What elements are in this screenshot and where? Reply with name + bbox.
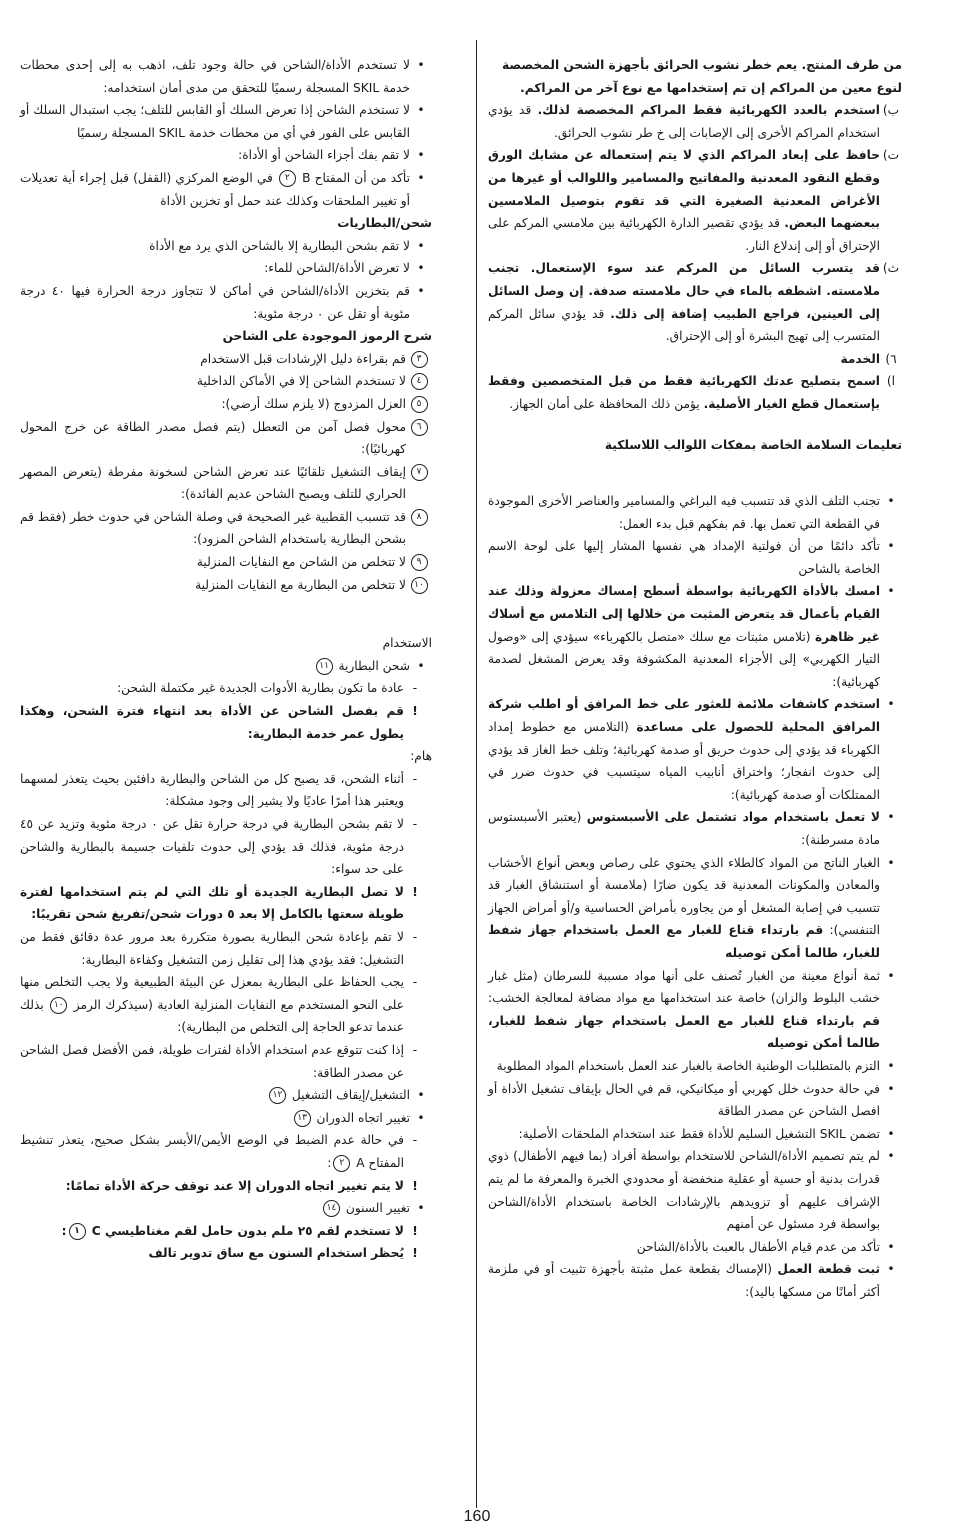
symbol-text: محول فصل آمن من التعطل (يتم فصل مصدر الطاقة عن خرج المحول كهربائيًا): (20, 419, 406, 457)
list-item-text: (التلامس مع خطوط إمداد الكهرباء قد يؤدي إلى حدوث حريق أو صدمة كهربائية؛ وتلف خط الغاز قد يؤدي إلى حدوث انفجار؛ واختراق أنابيب المياه سيتسبب في حدوث ضرر في الممتلكات أو صدمة كهربائية): (488, 720, 880, 802)
list-item: • لا تقم بشحن البطارية إلا بالشاحن الذي يرد مع الأداة (20, 235, 432, 258)
dash-item-text: بذلك عندما تدعو الحاجة إلى التخلص من البطارية): (20, 997, 404, 1035)
symbol-item (20, 393, 432, 416)
dash-item: - لا تقم بإعادة شحن البطارية بصورة متكررة بعد مرور عدة دقائق فقط من التشغيل: فقد يؤدي هذا إلى تقليل زمن التشغيل وكفاءة البطارية: (20, 926, 426, 971)
usage-heading: الاستخدام (382, 636, 432, 651)
symbol-number: ١٠ (411, 577, 428, 594)
list-item-text: (يعتبر الأسبستوس مادة مسرطنة): (488, 810, 880, 847)
dash-item: - في حالة عدم الضبط في الوضع الأيمن/الأيسر بشكل صحيح، يتعذر تنشيط المفتاح A ٢: (20, 1133, 418, 1170)
list-item: • تضمن SKIL التشغيل السليم للأداة فقط عند استخدام الملحقات الأصلية: (488, 1123, 902, 1146)
list-item-bold: ثبت قطعة العمل (777, 1262, 880, 1277)
dash-item-text: أثناء الشحن، قد يصبح كل من الشاحن والبطارية دافئين بحيث يتعذر لمسهما ويعتبر هذا أمرًا عاديًا ولا يشير إلى وجود مشكلة: (20, 771, 404, 809)
list-item-text: لا تستخدم الشاحن إذا تعرض السلك أو القابس للتلف؛ يجب استبدال السلك أو القابس على الفور في أي من محطات خدمة SKIL المسجلة رسميًا (20, 103, 410, 140)
item-bold: الخدمة (840, 351, 880, 366)
intro-paragraph: من طرف المنتج. يعم خطر نشوب الحرائق بأجهزة الشحن المخصصة لنوع معين من المراكم إن تم إستخدامها مع نوع آخر من المراكم. (502, 58, 902, 95)
symbol-text: العزل المزدوج (لا يلزم سلك أرضي): (221, 396, 406, 411)
list-item: • الغبار الناتج من المواد كالطلاء الذي يحتوي على رصاص وبعض أنواع الأخشاب والمعادن والمكونات المعدنية قد يكون ضارًا (ملامسة أو استنشاق الغبار قد تتسبب في إصابة المشغل أو من يجاوره بأمراض الحساسية و/أو أمراض الجهاز التنفسي): قم بارتداء قناع للغبار مع العمل باستخدام جهاز شفط للغبار، طالما أمكن توصيله (488, 855, 895, 960)
dash-item: - عادة ما تكون بطارية الأدوات الجديدة غير مكتملة الشحن: (20, 677, 426, 700)
list-item: • تأكد من عدم قيام الأطفال بالعبث بالأداة/الشاحن (488, 1236, 902, 1259)
item-bold: استخدم بالعدد الكهربائية فقط المراكم المخصصة لذلك. (537, 103, 880, 118)
symbol-item (20, 574, 432, 597)
warning-item-text: : (61, 1223, 67, 1238)
list-item-text: تغيير السنون (345, 1201, 410, 1216)
item-text: قد يؤدي تقصير الدارة الكهربائية بين ملامسي المركم على الإحتراق أو إلى إندلاع النار. (488, 216, 880, 253)
safety-item-th (488, 257, 902, 347)
dash-item: - يجب الحفاظ على البطارية بمعزل عن البيئة الطبيعية ولا يجب التخلص منها على النحو المستخدم مع النفايات المنزلية العادية (سيذكرك الرمز ١٠ بذلك عندما تدعو الحاجة إلى التخلص من البطارية): (20, 975, 418, 1035)
column-divider (476, 40, 477, 1508)
list-item: • لا تستخدم الشاحن إذا تعرض السلك أو القابس للتلف؛ يجب استبدال السلك أو القابس على الفور في أي من محطات خدمة SKIL المسجلة رسميًا (20, 99, 432, 144)
list-item-text: التشغيل/إيقاف التشغيل (291, 1088, 410, 1103)
list-item-bold: استخدم كاشفات ملائمة للعثور على خط المرافق أو اطلب شركة المرافق المحلية للحصول على مساعدة (488, 697, 880, 735)
dash-item: - أثناء الشحن، قد يصبح كل من الشاحن والبطارية دافئين بحيث يتعذر لمسهما ويعتبر هذا أمرًا عاديًا ولا يشير إلى وجود مشكلة: (20, 768, 426, 813)
list-item: • امسك بالأداة الكهربائية بواسطة أسطح إمساك معزولة وذلك عند القيام بأعمال قد يتعرض المثبت من خلالها إلى التلامس مع أسلاك غير ظاهرة (تلامس مثبتات مع سلك «متصل بالكهرباء» سيؤدي إلى «وصول التيار الكهربي» إلى الأجزاء المعدنية المكشوفة وقد يعرض المشغل لصدمة كهربائية): (488, 584, 895, 689)
important-label: هام: (410, 749, 432, 764)
list-item-text: تأكد من أن المفتاح B (297, 170, 411, 185)
list-item: • تغيير اتجاه الدوران ١٣ (20, 1107, 432, 1130)
service-item-a (488, 370, 902, 415)
list-item: • ثمة أنواع معينة من الغبار تُصنف على أنها مواد مسببة للسرطان (مثل غبار خشب البلوط والزان) خاصة عند استخدامها مع مواد مضافة لمعالجة الخشب: قم بارتداء قناع للغبار مع العمل باستخدام جهاز شفط للغبار، طالما أمكن توصيله (488, 968, 895, 1051)
item-marker: ا) (886, 374, 896, 389)
list-item-text: (الإمساك بقطعة عمل مثبتة بأجهزة تثبيت أو في ملزمة أكثر أمانًا من مسكها باليد): (488, 1262, 880, 1299)
symbol-item (20, 348, 432, 371)
symbol-number: ٧ (411, 464, 428, 481)
safety-item-t (488, 144, 902, 257)
list-item-text: قم بتخزين الأداة/الشاحن في أماكن لا تتجاوز درجة الحرارة فيها ٤٠ درجة مئوية أو تقل عن ٠ درجة مئوية: (20, 283, 410, 321)
item-bold: قد يتسرب السائل من المركم عند سوء الإستعمال. تجنب ملامسته. اشطفه بالماء في حال ملامسته صدفة. إن وصل السائل إلى العينين، فراجع الطبيب إضافة إلى ذلك. (488, 261, 880, 321)
list-item: • استخدم كاشفات ملائمة للعثور على خط المرافق أو اطلب شركة المرافق المحلية للحصول على مساعدة (التلامس مع خطوط إمداد الكهرباء قد يؤدي إلى حدوث حريق أو صدمة كهربائية؛ وتلف خط الغاز قد يؤدي إلى حدوث انفجار؛ واختراق أنابيب المياه سيتسبب في حدوث ضرر في الممتلكات أو صدمة كهربائية): (488, 697, 895, 802)
warning-item: ! يُحظر استخدام السنون مع ساق تدوير تالف (20, 1242, 426, 1265)
figure-ref-number: ١٤ (323, 1200, 340, 1217)
warning-item: ! قم بفصل الشاحن عن الأداة بعد انتهاء فترة الشحن، وهكذا يطول عمر خدمة البطارية: (20, 700, 426, 745)
dash-item-text: عادة ما تكون بطارية الأدوات الجديدة غير مكتملة الشحن: (117, 681, 404, 696)
list-item-text: شحن البطارية (338, 658, 410, 673)
list-item: • شحن البطارية ١١ (20, 655, 432, 678)
figure-ref-number: ١٢ (269, 1087, 286, 1104)
figure-ref-number: ١١ (316, 658, 333, 675)
dash-item-text: إذا كنت تتوقع عدم استخدام الأداة لفترات طويلة، فمن الأفضل فصل الشاحن عن مصدر الطاقة: (20, 1042, 404, 1080)
symbol-number: ٣ (411, 351, 428, 368)
dash-item-text: يجب الحفاظ على البطارية بمعزل عن البيئة الطبيعية ولا يجب التخلص منها على النحو المستخدم مع النفايات المنزلية العادية (سيذكرك الرمز (20, 975, 404, 1012)
symbol-text: قد تتسبب القطبية غير الصحيحة في وصلة الشاحن في حدوث خطر (فقط قم بشحن البطارية باستخدام الشاحن المزود): (20, 509, 406, 547)
dash-item-text: لا تقم بإعادة شحن البطارية بصورة متكررة بعد مرور عدة دقائق فقط من التشغيل: فقد يؤدي هذا إلى تقليل زمن التشغيل وكفاءة البطارية: (20, 929, 404, 967)
item-marker: ت) (882, 148, 900, 163)
symbol-text: إيقاف التشغيل تلقائيًا عند تعرض الشاحن لسخونة مفرطة (يتعرض المصهر الحراري للتلف ويصبح الشاحن عديم الفائدة): (20, 464, 406, 502)
warning-item: ! لا يتم تغيير اتجاه الدوران إلا عند توقف حركة الأداة تمامًا: (20, 1175, 426, 1198)
list-item-text: لا تقم بفك أجزاء الشاحن أو الأداة: (238, 148, 410, 163)
list-item-bold: قم بارتداء قناع للغبار مع العمل باستخدام جهاز شفط للغبار، طالما أمكن توصيله (488, 1013, 880, 1051)
warning-item-text: لا تستخدم لقم ٢٥ ملم بدون حامل لقم مغناطيسي C (87, 1223, 404, 1238)
symbol-text: قم بقراءة دليل الإرشادات قبل الاستخدام (200, 351, 406, 366)
list-item-text: تجنب التلف الذي قد تتسبب فيه البراغي والمسامير والعناصر الأخرى الموجودة في القطعة التي تعمل بها. قم بفكهم قبل بدء العمل: (488, 494, 880, 531)
warning-item-text: لا يتم تغيير اتجاه الدوران إلا عند توقف حركة الأداة تمامًا: (65, 1178, 404, 1193)
list-item: • لا تستخدم الأداة/الشاحن في حالة وجود تلف، اذهب به إلى إحدى محطات خدمة SKIL المسجلة رسميًا للتحقق من مدى أمان استخدامه: (20, 54, 432, 99)
list-item-bold: لا تعمل باستخدام مواد تشتمل على الأسبستوس (586, 810, 880, 825)
figure-ref-number: ٢ (279, 170, 296, 187)
warning-item: ! لا تستخدم لقم ٢٥ ملم بدون حامل لقم مغناطيسي C ١: (61, 1223, 418, 1238)
item-marker: ٦) (885, 351, 897, 366)
list-item-text: لا تعرض الأداة/الشاحن للماء: (264, 261, 410, 276)
warning-item-text: لا تصل البطارية الجديدة أو تلك التي لم يتم استخدامها لفترة طويلة سعتها بالكامل إلا بعد ٥ دورات شحن/تفريغ شحن تقريبًا: (20, 884, 404, 922)
list-item-text: تضمن SKIL التشغيل السليم للأداة فقط عند استخدام الملحقات الأصلية: (518, 1126, 880, 1141)
list-item: • تجنب التلف الذي قد تتسبب فيه البراغي والمسامير والعناصر الأخرى الموجودة في القطعة التي تعمل بها. قم بفكهم قبل بدء العمل: (488, 490, 902, 535)
list-item-text: التزم بالمتطلبات الوطنية الخاصة بالغبار عند العمل باستخدام المواد المطلوبة (496, 1058, 880, 1073)
list-item: • التشغيل/إيقاف التشغيل ١٢ (20, 1084, 432, 1107)
service-heading (488, 348, 902, 371)
list-item-text: لا تقم بشحن البطارية إلا بالشاحن الذي يرد مع الأداة (149, 238, 410, 253)
list-item: • لم يتم تصميم الأداة/الشاحن للاستخدام بواسطة أفراد (بما فيهم الأطفال) ذوي قدرات بدنية أو حسية أو عقلية منخفضة أو محدودي الخبرة والمعرفة ما لم يتم الإشراف عليهم أو تزويدهم بالإرشادات الخاصة باستخدام الأداة/الشاحن بواسطة فرد مسئول عن أمنهم (488, 1145, 902, 1235)
dash-item-text: في حالة عدم الضبط في الوضع الأيمن/الأيسر بشكل صحيح، يتعذر تنشيط المفتاح A (20, 1133, 404, 1170)
list-item-text: تأكد من عدم قيام الأطفال بالعبث بالأداة/الشاحن (636, 1239, 880, 1254)
list-item: • تأكد دائمًا من أن فولتية الإمداد هي نفسها المشار إليها على لوحة الاسم الخاصة بالشاحن (488, 535, 902, 580)
item-bold: حافظ على إبعاد المراكم الذي لا يتم إستعماله عن مشابك الورق وقطع النقود المعدنية والمفاتيح والمسامير واللوالب أو غيرها من الأغراض المعدنية الصغيرة التي قد تقوم بتوصيل الملامسين ببعضهما البعض. (488, 148, 880, 231)
symbol-item (20, 506, 432, 551)
symbol-number: ٤ (411, 373, 428, 390)
list-item-bold: امسك بالأداة الكهربائية بواسطة أسطح إمساك معزولة وذلك عند القيام بأعمال قد يتعرض المثبت من خلالها إلى التلامس مع أسلاك غير ظاهرة (488, 584, 880, 644)
charging-heading: شحن/البطاريات (337, 216, 432, 231)
dash-item: - لا تقم بشحن البطارية في درجة حرارة تقل عن ٠ درجة مئوية وتزيد عن ٤٥ درجة مئوية، فذلك قد يؤدي إلى حدوث تلفيات جسيمة بالبطارية والشاحن على حد سواء: (20, 813, 426, 881)
list-item-text: في الوضع المركزي (القفل) قبل إجراء أية تعديلات أو تغيير الملحقات وكذلك عند حمل أو تخزين الأداة (20, 170, 410, 208)
item-bold: اسمح بتصليح عدتك الكهربائية فقط من قبل المتخصصين وفقط بإستعمال قطع الغيار الأصلية. (488, 374, 880, 411)
item-marker: ث) (882, 261, 900, 276)
figure-ref-number: ١٠ (50, 997, 67, 1014)
warning-item: ! لا تصل البطارية الجديدة أو تلك التي لم يتم استخدامها لفترة طويلة سعتها بالكامل إلا بعد ٥ دورات شحن/تفريغ شحن تقريبًا: (20, 881, 426, 926)
item-text: قد يؤدي استخدام المراكم الأخرى إلى الإصابات إلى خ طر نشوب الحرائق. (488, 103, 880, 140)
list-item-text: تغيير اتجاه الدوران (316, 1110, 410, 1125)
list-item: • التزم بالمتطلبات الوطنية الخاصة بالغبار عند العمل باستخدام المواد المطلوبة (488, 1055, 902, 1078)
list-item-text: لا تستخدم الأداة/الشاحن في حالة وجود تلف، اذهب به إلى إحدى محطات خدمة SKIL المسجلة رسميًا للتحقق من مدى أمان استخدامه: (20, 58, 410, 95)
list-item: • قم بتخزين الأداة/الشاحن في أماكن لا تتجاوز درجة الحرارة فيها ٤٠ درجة مئوية أو تقل عن ٠ درجة مئوية: (20, 280, 432, 325)
warning-item-text: قم بفصل الشاحن عن الأداة بعد انتهاء فترة الشحن، وهكذا يطول عمر خدمة البطارية: (20, 704, 404, 741)
symbol-item (20, 551, 432, 574)
page-number: 160 (463, 1508, 491, 1525)
dash-item-text: : (327, 1155, 332, 1170)
list-item: • لا تعمل باستخدام مواد تشتمل على الأسبستوس (يعتبر الأسبستوس مادة مسرطنة): (488, 810, 895, 847)
item-text: يؤمن ذلك المحافظة على أمان الجهاز. (509, 396, 704, 411)
list-item: • لا تعرض الأداة/الشاحن للماء: (20, 257, 432, 280)
figure-ref-number: ٢ (333, 1155, 350, 1172)
symbol-item (20, 416, 432, 461)
list-item-text: (تلامس مثبتات مع سلك «متصل بالكهرباء» سيؤدي إلى «وصول التيار الكهربي» إلى الأجزاء المعدنية المكشوفة وقد يعرض المشغل لصدمة كهربائية): (488, 629, 880, 689)
list-item-text: الغبار الناتج من المواد كالطلاء الذي يحتوي على رصاص وبعض أنواع الأخشاب والمعادن والمكونات المعدنية قد يكون ضارًا (ملامسة أو استنشاق الغبار قد تتسبب في إصابة المشغل أو من يجاوره بأمراض الحساسية و/أو أمراض الجهاز التنفسي): (488, 855, 880, 938)
item-marker: ب) (882, 103, 900, 118)
dash-item: - إذا كنت تتوقع عدم استخدام الأداة لفترات طويلة، فمن الأفضل فصل الشاحن عن مصدر الطاقة: (20, 1039, 426, 1084)
figure-ref-number: ١ (69, 1223, 86, 1240)
symbol-number: ٥ (411, 396, 428, 413)
section-heading: تعليمات السلامة الخاصة بمفكات اللوالب اللاسلكية (604, 437, 902, 452)
list-item-text: لم يتم تصميم الأداة/الشاحن للاستخدام بواسطة أفراد (بما فيهم الأطفال) ذوي قدرات بدنية أو حسية أو عقلية منخفضة أو محدودي الخبرة والمعرفة ما لم يتم الإشراف عليهم أو تزويدهم بالإرشادات الخاصة باستخدام الأداة/الشاحن بواسطة فرد مسئول عن أمنهم (488, 1149, 880, 1232)
figure-ref-number: ١٣ (294, 1110, 311, 1127)
safety-item-b (488, 99, 902, 144)
bullet-list (488, 490, 902, 1303)
list-item: • ثبت قطعة العمل (الإمساك بقطعة عمل مثبتة بأجهزة تثبيت أو في ملزمة أكثر أمانًا من مسكها باليد): (488, 1262, 895, 1299)
symbol-number: ٩ (411, 554, 428, 571)
symbol-text: لا تتخلص من البطارية مع النفايات المنزلية (195, 577, 406, 592)
symbol-number: ٨ (411, 509, 428, 526)
left-column (20, 54, 432, 1265)
symbol-text: لا تستخدم الشاحن إلا في الأماكن الداخلية (196, 374, 406, 389)
item-text: قد يؤدي سائل المركم المتسرب إلى تهيج البشرة أو إلى الإحتراق. (488, 306, 880, 344)
list-item-text: ثمة أنواع معينة من الغبار تُصنف على أنها مواد مسببة للسرطان (مثل غبار خشب البلوط والزان) خاصة عند استخدامها مع مواد مضافة لمعالجة الخشب: (488, 968, 880, 1006)
symbol-item (20, 461, 432, 506)
list-item-text: في حالة حدوث خلل كهربي أو ميكانيكي، قم في الحال بإيقاف تشغيل الأداة أو افصل الشاحن عن مصدر الطاقة (488, 1081, 880, 1119)
list-item-text: تأكد دائمًا من أن فولتية الإمداد هي نفسها المشار إليها على لوحة الاسم الخاصة بالشاحن (488, 539, 880, 576)
list-item-bold: قم بارتداء قناع للغبار مع العمل باستخدام جهاز شفط للغبار، طالما أمكن توصيله (488, 923, 880, 960)
list-item: • تغيير السنون ١٤ (20, 1197, 432, 1220)
warning-item-text: يُحظر استخدام السنون مع ساق تدوير تالف (148, 1246, 404, 1261)
list-item: • تأكد من أن المفتاح B ٢ في الوضع المركزي (القفل) قبل إجراء أية تعديلات أو تغيير الملحقات وكذلك عند حمل أو تخزين الأداة (20, 170, 425, 208)
list-item: • لا تقم بفك أجزاء الشاحن أو الأداة: (20, 144, 432, 167)
symbols-heading: شرح الرموز الموجودة على الشاحن (222, 329, 432, 344)
symbol-text: لا تتخلص من الشاحن مع النفايات المنزلية (196, 555, 406, 570)
dash-item-text: لا تقم بشحن البطارية في درجة حرارة تقل عن ٠ درجة مئوية وتزيد عن ٤٥ درجة مئوية، فذلك قد يؤدي إلى حدوث تلفيات جسيمة بالبطارية والشاحن على حد سواء: (20, 817, 404, 877)
list-item: • في حالة حدوث خلل كهربي أو ميكانيكي، قم في الحال بإيقاف تشغيل الأداة أو افصل الشاحن عن مصدر الطاقة (488, 1078, 902, 1123)
right-column (488, 54, 902, 1303)
symbol-item (20, 370, 432, 393)
symbol-number: ٦ (411, 419, 428, 436)
